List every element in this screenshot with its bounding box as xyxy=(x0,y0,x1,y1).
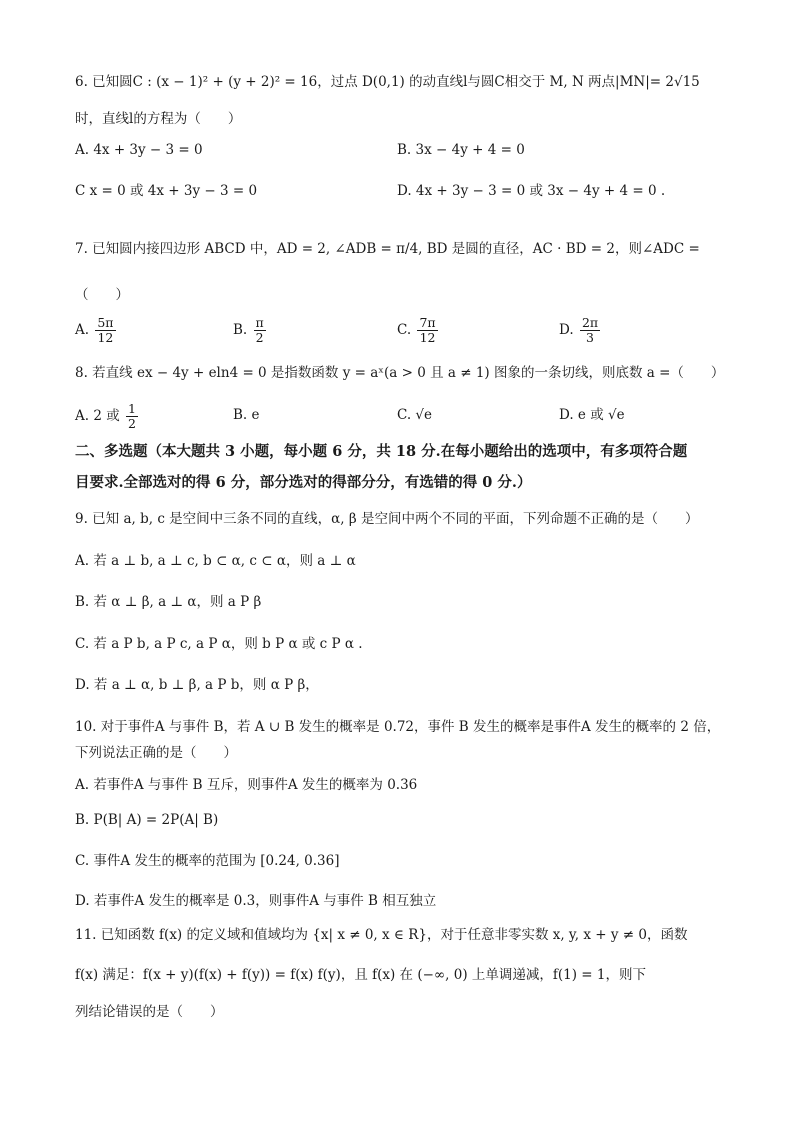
q7-option-c xyxy=(397,316,440,345)
q9-option-d: D. 若 a ⊥ α, b ⊥ β, a P b，则 α P β， xyxy=(75,677,319,693)
q7-option-d-numerator: 2π xyxy=(581,315,599,330)
q8-stem: 8. 若直线 ex − 4y + eln4 = 0 是指数函数 y = aˣ(a > 0 且 a ≠ 1) 图象的一条切线，则底数 a =（ ） xyxy=(75,365,725,381)
q7-option-d-label: D. xyxy=(559,322,574,338)
q7-option-d-fraction xyxy=(580,316,600,345)
q7-option-b-label: B. xyxy=(233,322,248,338)
q8-option-b: B. e xyxy=(233,407,260,423)
q7-option-b-denominator: 2 xyxy=(255,330,264,345)
q8-option-c: C. √e xyxy=(397,407,433,423)
q8-option-a-fraction xyxy=(126,402,138,431)
q7-option-c-fraction xyxy=(417,316,437,345)
q6-option-d: D. 4x + 3y − 3 = 0 或 3x − 4y + 4 = 0 . xyxy=(397,183,666,199)
q7-option-b-fraction xyxy=(254,316,266,345)
q10-option-b: B. P(B| A) = 2P(A| B) xyxy=(75,812,219,828)
q6-option-b: B. 3x − 4y + 4 = 0 xyxy=(397,142,525,158)
q8-option-a-prefix: A. 2 或 xyxy=(75,408,120,424)
q8-option-a-numerator: 1 xyxy=(128,401,136,416)
q7-option-d xyxy=(559,316,602,345)
q8-option-d: D. e 或 √e xyxy=(559,407,625,423)
q7-option-b-numerator: π xyxy=(255,315,264,330)
q8-option-a xyxy=(75,402,140,431)
q10-stem: 10. 对于事件A 与事件 B，若 A ∪ B 发生的概率是 0.72，事件 B 发生的概率是事件A 发生的概率的 2 倍， xyxy=(75,719,721,735)
q6-option-a: A. 4x + 3y − 3 = 0 xyxy=(75,142,203,158)
q9-option-c: C. 若 a P b, a P c, a P α，则 b P α 或 c P α . xyxy=(75,636,363,652)
q7-option-a-denominator: 12 xyxy=(97,330,114,345)
q7-stem: 7. 已知圆内接四边形 ABCD 中，AD = 2, ∠ADB = π/4, BD 是圆的直径，AC · BD = 2，则∠ADC = xyxy=(75,241,700,257)
q7-option-a-label: A. xyxy=(75,322,90,338)
q7-stem-cont: （ ） xyxy=(75,287,129,303)
q7-option-c-label: C. xyxy=(397,322,412,338)
q6-stem-cont: 时，直线l的方程为（ ） xyxy=(75,111,242,127)
q6-option-c: C x = 0 或 4x + 3y − 3 = 0 xyxy=(75,183,258,199)
q10-stem-cont: 下列说法正确的是（ ） xyxy=(75,745,237,761)
q7-option-d-denominator: 3 xyxy=(586,330,594,345)
section-2-title-line-2: 目要求.全部选对的得 6 分，部分选对的得部分分，有选错的得 0 分.） xyxy=(75,474,532,491)
q7-option-c-numerator: 7π xyxy=(419,315,436,330)
q8-option-a-denominator: 2 xyxy=(128,416,136,431)
q11-stem: 11. 已知函数 f(x) 的定义域和值域均为 {x| x ≠ 0, x ∈ R}，对于任意非零实数 x, y, x + y ≠ 0，函数 xyxy=(75,927,688,943)
q11-stem-cont-1: f(x) 满足：f(x + y)(f(x) + f(y)) = f(x) f(y)，且 f(x) 在 (−∞, 0) 上单调递减，f(1) = 1，则下 xyxy=(75,967,646,983)
q7-option-a xyxy=(75,316,118,345)
q11-stem-cont-2: 列结论错误的是（ ） xyxy=(75,1004,224,1020)
q10-option-c: C. 事件A 发生的概率的范围为 [0.24, 0.36] xyxy=(75,853,340,869)
q7-option-a-numerator: 5π xyxy=(97,315,114,330)
section-2-title-line-1: 二、多选题（本大题共 3 小题，每小题 6 分，共 18 分.在每小题给出的选项中，有多项符合题 xyxy=(75,443,688,460)
q10-option-d: D. 若事件A 发生的概率是 0.3，则事件A 与事件 B 相互独立 xyxy=(75,893,437,909)
q10-option-a: A. 若事件A 与事件 B 互斥，则事件A 发生的概率为 0.36 xyxy=(75,777,418,793)
q7-option-b xyxy=(233,316,268,345)
q9-option-b: B. 若 α ⊥ β, a ⊥ α，则 a P β xyxy=(75,594,262,610)
q9-option-a: A. 若 a ⊥ b, a ⊥ c, b ⊂ α, c ⊂ α，则 a ⊥ α xyxy=(75,553,356,569)
q9-stem: 9. 已知 a, b, c 是空间中三条不同的直线，α, β 是空间中两个不同的平面，下列命题不正确的是（ ） xyxy=(75,511,699,527)
q7-option-c-denominator: 12 xyxy=(419,330,436,345)
q7-option-a-fraction xyxy=(95,316,115,345)
q6-stem: 6. 已知圆C : (x − 1)² + (y + 2)² = 16，过点 D(0,1) 的动直线l与圆C相交于 M, N 两点|MN|= 2√15 xyxy=(75,74,700,90)
